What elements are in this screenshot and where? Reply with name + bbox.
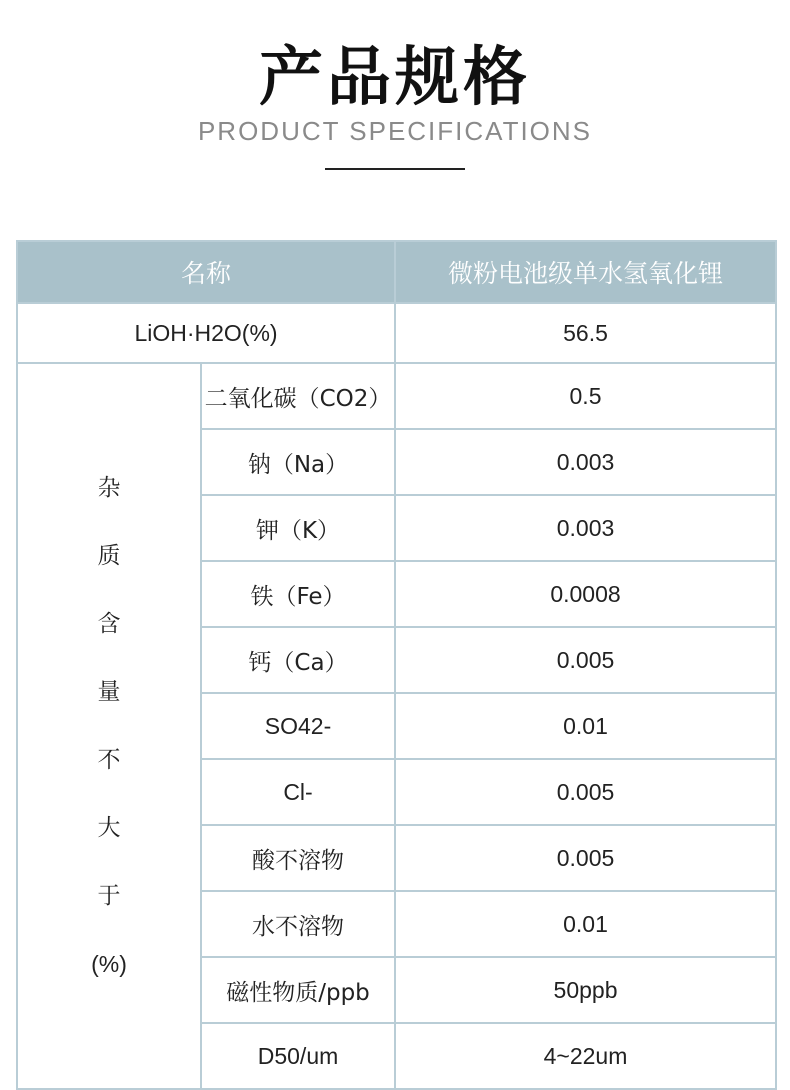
- impurity-item: 钠（Na）: [201, 429, 395, 495]
- impurity-value: 4~22um: [395, 1023, 776, 1089]
- impurity-item: 铁（Fe）: [201, 561, 395, 627]
- table-row: [17, 363, 776, 429]
- spec-table: [16, 240, 777, 1090]
- impurity-item: 钾（K）: [201, 495, 395, 561]
- impurity-value: 0.0008: [395, 561, 776, 627]
- table-row-main: [17, 303, 776, 363]
- impurity-item: SO42-: [201, 693, 395, 759]
- impurity-label-char: 于: [97, 883, 121, 909]
- impurity-label-char: (%): [91, 951, 127, 977]
- header-name: 名称: [17, 241, 395, 303]
- impurity-value: 0.003: [395, 495, 776, 561]
- impurity-item: 水不溶物: [201, 891, 395, 957]
- impurity-value: 0.005: [395, 627, 776, 693]
- impurity-label-char: 不: [97, 747, 121, 773]
- impurity-item: D50/um: [201, 1023, 395, 1089]
- impurity-label-char: 含: [97, 611, 121, 637]
- impurity-value: 0.005: [395, 825, 776, 891]
- impurity-label-char: 量: [97, 679, 121, 705]
- impurity-value: 0.01: [395, 891, 776, 957]
- impurity-value: 0.01: [395, 693, 776, 759]
- impurity-item: 钙（Ca）: [201, 627, 395, 693]
- page-title: 产品规格: [259, 41, 531, 115]
- impurity-label: [17, 363, 201, 1089]
- main-value: 56.5: [395, 303, 776, 363]
- impurity-label-char: 杂: [97, 475, 121, 501]
- impurity-label-char: 质: [97, 543, 121, 569]
- impurity-item: 二氧化碳（CO2）: [201, 363, 395, 429]
- main-label: LiOH·H2O(%): [17, 303, 395, 363]
- impurity-value: 0.003: [395, 429, 776, 495]
- impurity-value: 50ppb: [395, 957, 776, 1023]
- impurity-label-char: 大: [97, 815, 121, 841]
- title-divider: [325, 168, 465, 170]
- impurity-value: 0.5: [395, 363, 776, 429]
- header-product: 微粉电池级单水氢氧化锂: [395, 241, 776, 303]
- impurity-value: 0.005: [395, 759, 776, 825]
- impurity-item: Cl-: [201, 759, 395, 825]
- table-header-row: [17, 241, 776, 303]
- impurity-item: 磁性物质/ppb: [201, 957, 395, 1023]
- page-subtitle: PRODUCT SPECIFICATIONS: [197, 116, 593, 146]
- impurity-item: 酸不溶物: [201, 825, 395, 891]
